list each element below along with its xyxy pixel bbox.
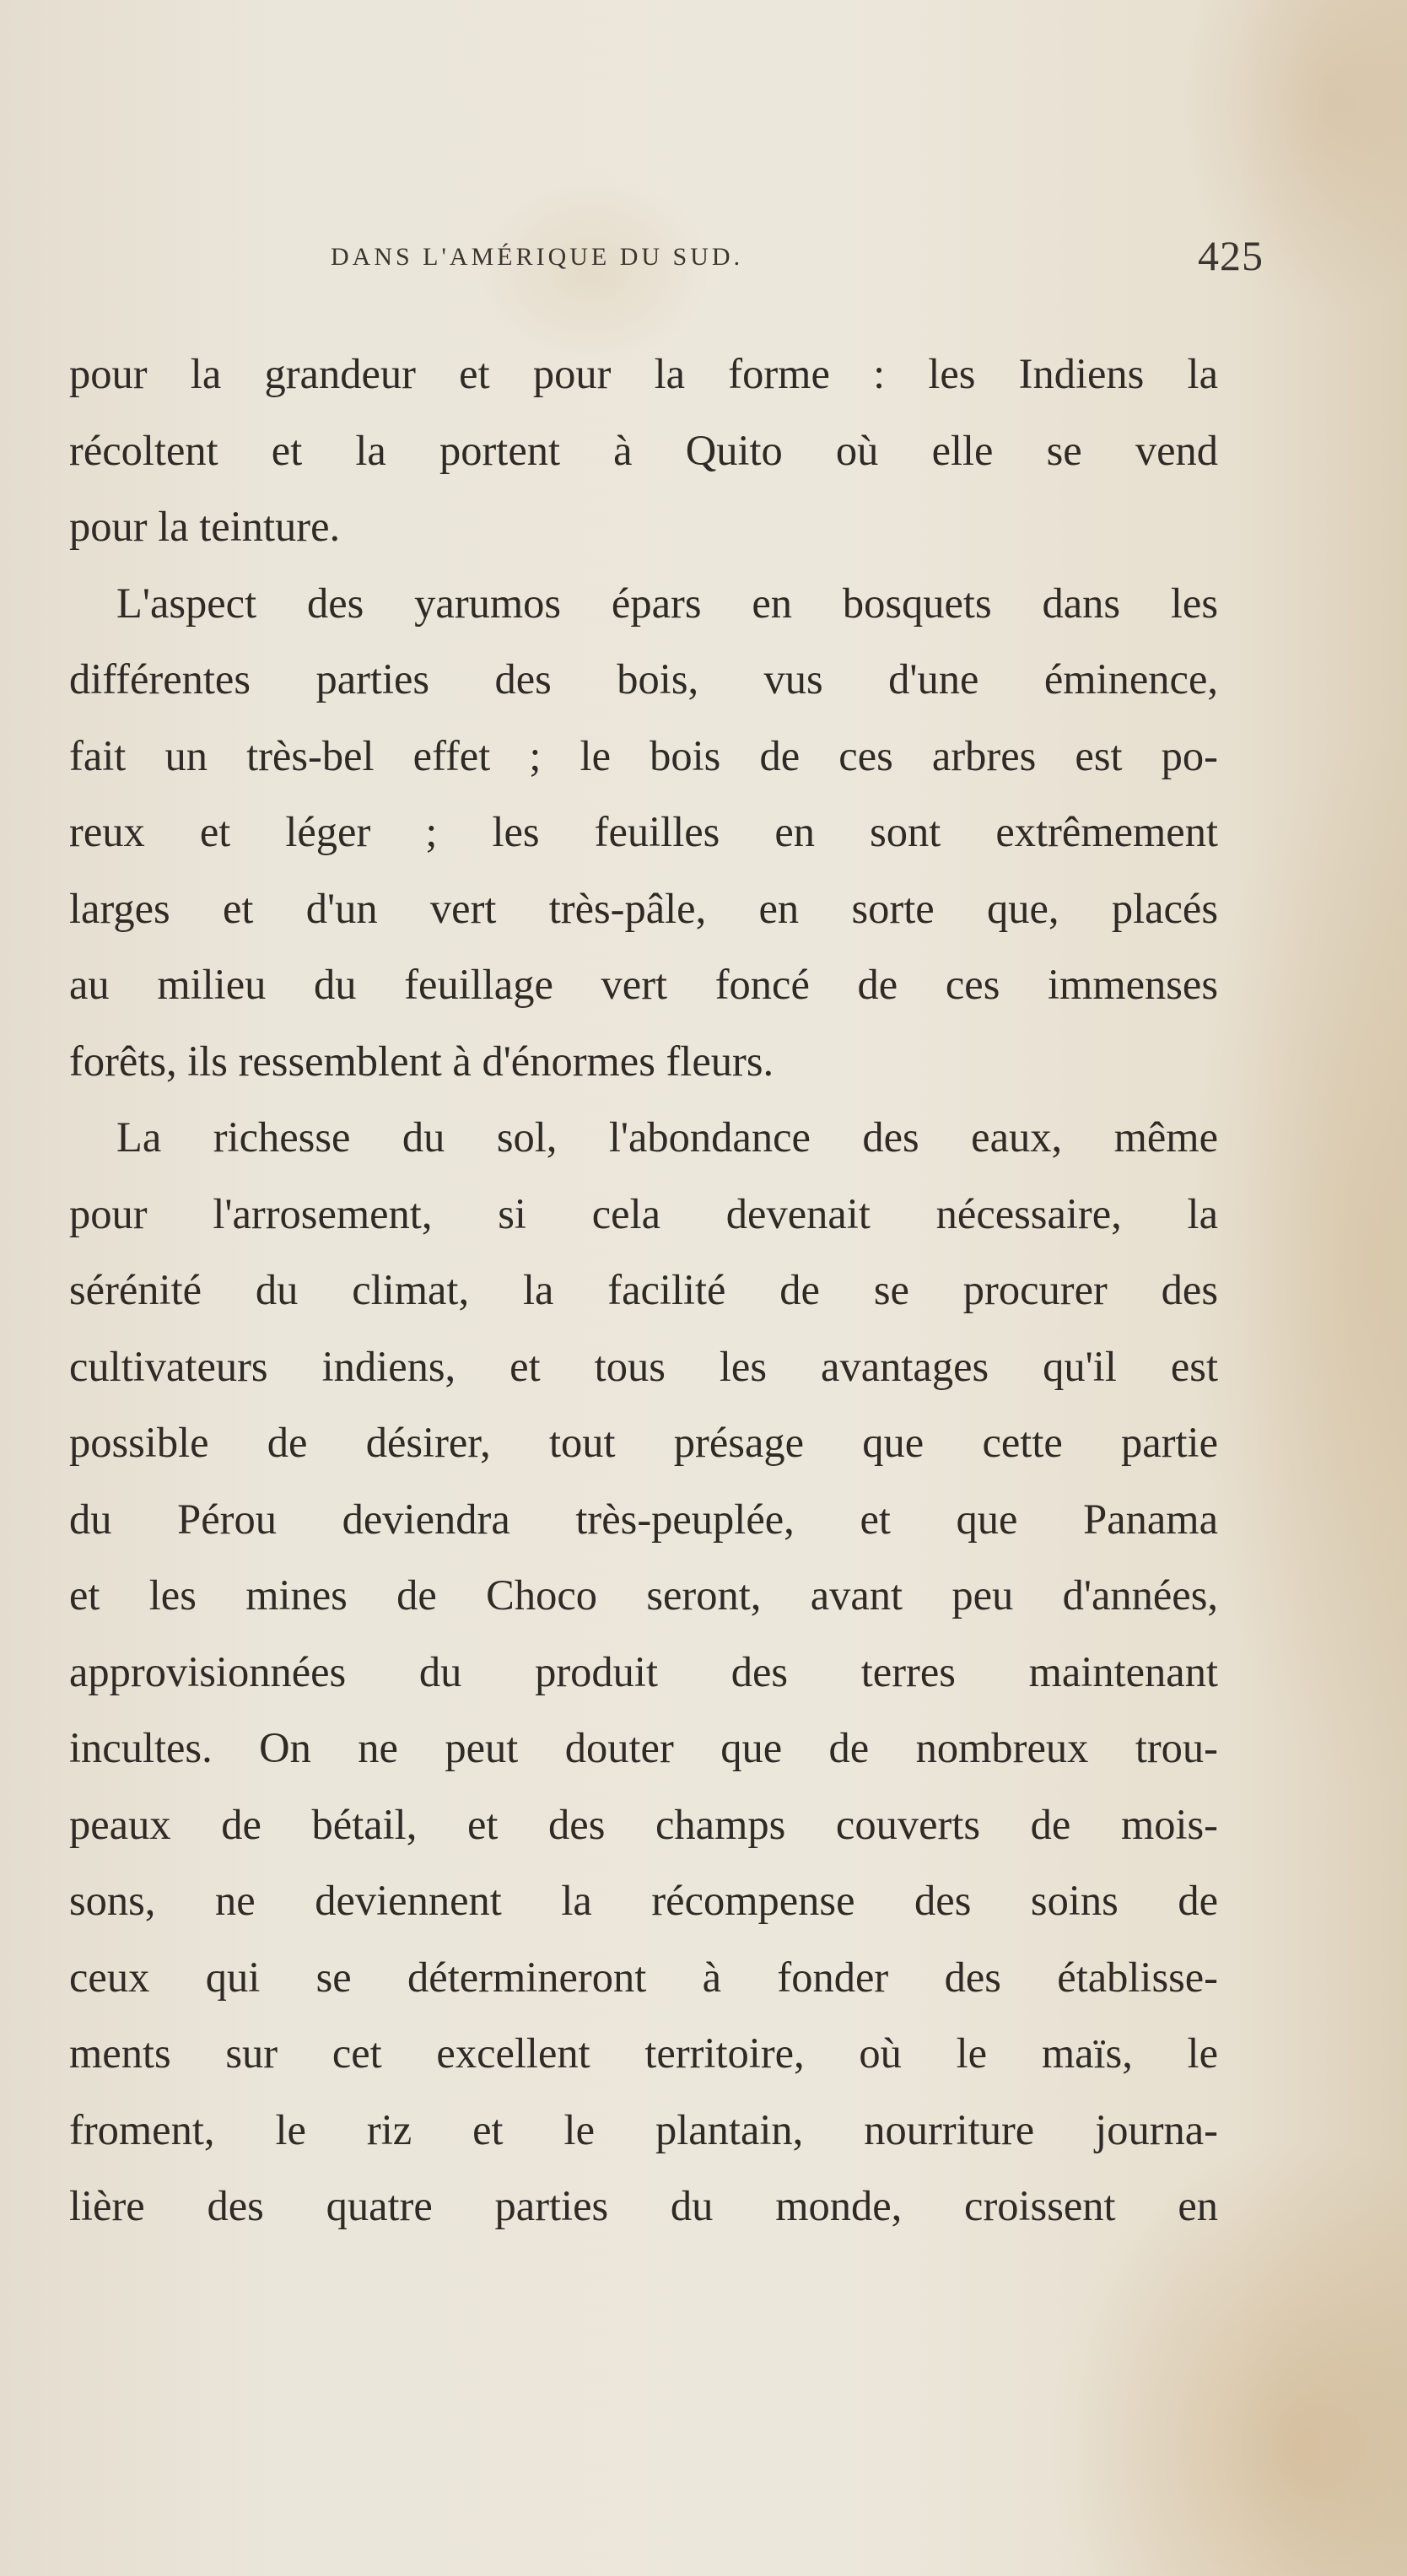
text-line: différentes parties des bois, vus d'une éminence, xyxy=(69,655,1218,703)
text-line: approvisionnées du produit des terres maintenant xyxy=(69,1647,1218,1695)
body-text xyxy=(69,336,1218,2245)
text-line: ments sur cet excellent territoire, où le maïs, le xyxy=(69,2029,1218,2077)
paragraph xyxy=(69,336,1218,565)
text-line: possible de désirer, tout présage que cette partie xyxy=(69,1419,1218,1466)
text-line: peaux de bétail, et des champs couverts de mois- xyxy=(69,1800,1218,1848)
text-line: larges et d'un vert très-pâle, en sorte que, placés xyxy=(69,884,1218,932)
text-line: pour la grandeur et pour la forme : les Indiens la xyxy=(69,350,1218,397)
text-line: pour la teinture. xyxy=(69,503,341,550)
text-line: cultivateurs indiens, et tous les avantages qu'il est xyxy=(69,1342,1218,1390)
running-head-title: DANS L'AMÉRIQUE DU SUD. xyxy=(331,243,744,271)
text-line: La richesse du sol, l'abondance des eaux, même xyxy=(116,1113,1218,1161)
text-line: ceux qui se détermineront à fonder des établisse- xyxy=(69,1953,1218,2001)
text-line: pour l'arrosement, si cela devenait nécessaire, la xyxy=(69,1189,1218,1237)
text-line: reux et léger ; les feuilles en sont extrêmement xyxy=(69,808,1218,855)
text-line: sons, ne deviennent la récompense des soins de xyxy=(69,1877,1218,1924)
paragraph xyxy=(69,1099,1218,2245)
running-head xyxy=(76,232,1264,295)
paragraph xyxy=(69,565,1218,1100)
text-line: au milieu du feuillage vert foncé de ces immenses xyxy=(69,961,1218,1008)
text-line: et les mines de Choco seront, avant peu d'années, xyxy=(69,1571,1218,1619)
text-line: lière des quatre parties du monde, croissent en xyxy=(69,2182,1218,2229)
text-line: incultes. On ne peut douter que de nombreux trou- xyxy=(69,1724,1218,1771)
text-line: fait un très-bel effet ; le bois de ces arbres est po- xyxy=(69,731,1218,779)
text-line: sérénité du climat, la facilité de se procurer des xyxy=(69,1266,1218,1313)
text-line: froment, le riz et le plantain, nourriture journa- xyxy=(69,2105,1218,2153)
text-line: forêts, ils ressemblent à d'énormes fleurs. xyxy=(69,1037,774,1085)
text-line: L'aspect des yarumos épars en bosquets dans les xyxy=(116,579,1218,627)
text-line: du Pérou deviendra très-peuplée, et que Panama xyxy=(69,1495,1218,1543)
text-line: récoltent et la portent à Quito où elle se vend xyxy=(69,426,1218,474)
page-number: 425 xyxy=(1198,232,1264,279)
